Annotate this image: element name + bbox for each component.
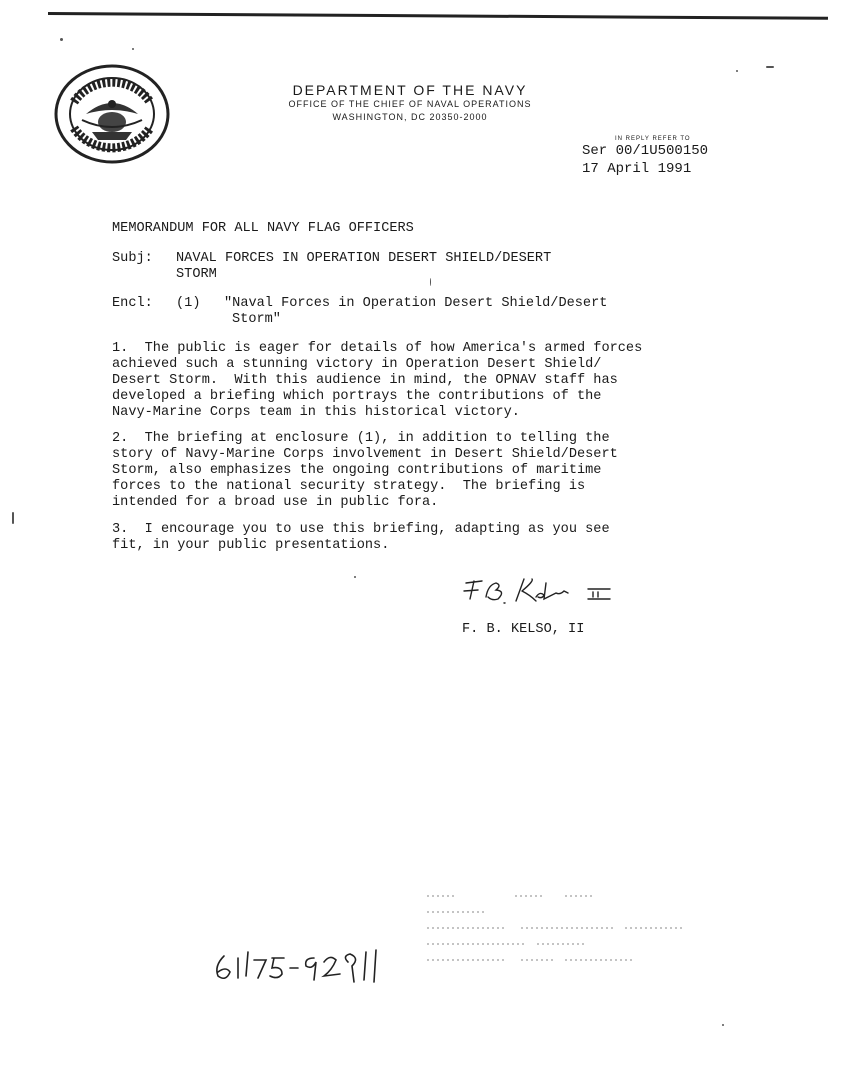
office-title: OFFICE OF THE CHIEF OF NAVAL OPERATIONS bbox=[288, 99, 532, 109]
scan-speck bbox=[430, 278, 431, 286]
encl-number: (1) bbox=[176, 296, 201, 311]
scan-speck bbox=[12, 512, 14, 524]
paragraph-1 bbox=[112, 341, 642, 421]
scan-speck bbox=[736, 70, 738, 72]
paragraph-line: 2. The briefing at enclosure (1), in addition to telling the bbox=[112, 431, 610, 446]
paragraph-line: fit, in your public presentations. bbox=[112, 538, 390, 553]
encl-label: Encl: bbox=[112, 296, 153, 311]
paragraph-line: 3. I encourage you to use this briefing, adapting as you see bbox=[112, 522, 610, 537]
memo-date: 17 April 1991 bbox=[582, 161, 692, 177]
top-scan-line bbox=[48, 12, 828, 20]
paragraph-line: 1. The public is eager for details of how America's armed forces bbox=[112, 341, 643, 356]
encl-line-2: Storm" bbox=[232, 312, 281, 327]
paragraph-line: forces to the national security strategy. The briefing is bbox=[112, 479, 586, 494]
paragraph-line: Navy-Marine Corps team in this historical victory. bbox=[112, 405, 520, 420]
paragraph-line: achieved such a stunning victory in Operation Desert Shield/ bbox=[112, 357, 602, 372]
paragraph-line: Storm, also emphasizes the ongoing contributions of maritime bbox=[112, 463, 602, 478]
paragraph-2 bbox=[112, 431, 618, 511]
encl-line-1: "Naval Forces in Operation Desert Shield/Desert bbox=[224, 296, 608, 311]
handwritten-document-number bbox=[210, 944, 410, 984]
scan-speck bbox=[766, 66, 774, 68]
subj-label: Subj: bbox=[112, 251, 153, 266]
scan-speck bbox=[722, 1024, 724, 1026]
scan-speck bbox=[354, 576, 356, 578]
department-title: DEPARTMENT OF THE NAVY bbox=[292, 82, 528, 98]
paragraph-line: developed a briefing which portrays the contributions of the bbox=[112, 389, 602, 404]
routing-stamp bbox=[425, 892, 785, 974]
serial-number: Ser 00/1U500150 bbox=[582, 143, 709, 159]
handwritten-signature bbox=[452, 575, 622, 611]
navy-seal-icon bbox=[52, 62, 172, 166]
subj-line-2: STORM bbox=[176, 267, 217, 282]
signatory-name: F. B. KELSO, II bbox=[462, 622, 585, 637]
paragraph-line: intended for a broad use in public fora. bbox=[112, 495, 439, 510]
scan-speck bbox=[60, 38, 63, 41]
memo-heading: MEMORANDUM FOR ALL NAVY FLAG OFFICERS bbox=[112, 221, 414, 236]
reply-label: IN REPLY REFER TO bbox=[615, 136, 691, 142]
office-address: WASHINGTON, DC 20350-2000 bbox=[332, 112, 488, 122]
scan-speck bbox=[132, 48, 134, 50]
paragraph-line: story of Navy-Marine Corps involvement in Desert Shield/Desert bbox=[112, 447, 618, 462]
paragraph-line: Desert Storm. With this audience in mind, the OPNAV staff has bbox=[112, 373, 618, 388]
paragraph-3 bbox=[112, 522, 610, 554]
subj-line-1: NAVAL FORCES IN OPERATION DESERT SHIELD/DESERT bbox=[176, 251, 552, 266]
